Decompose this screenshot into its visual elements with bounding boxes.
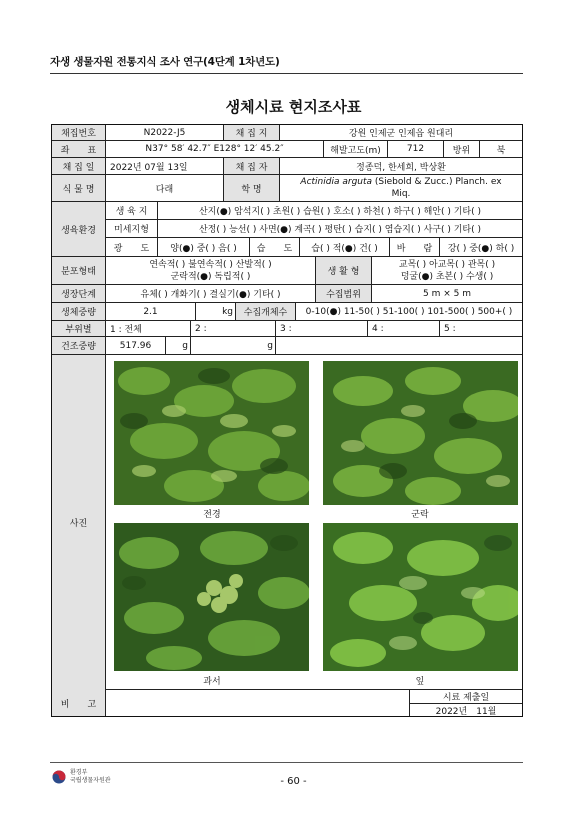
part-2: 2 :	[191, 321, 276, 336]
distribution-line1: 연속적( ) 불연속적( ) 산발적( )	[149, 259, 272, 270]
row-dry-weight	[52, 337, 522, 355]
row-plant-name	[52, 175, 522, 202]
org-name: 국립생물자원관	[70, 777, 111, 784]
photo-leaf	[323, 523, 518, 671]
row-parts	[52, 321, 522, 337]
label-photos: 사진	[52, 355, 106, 690]
humidity: 습( ) 적(●) 건( )	[300, 238, 390, 256]
wind: 강( ) 중(●) 하( )	[447, 243, 515, 254]
fresh-weight: 2.1	[106, 303, 196, 320]
fresh-weight-unit: kg	[196, 303, 236, 320]
scientific-author-line2: Miq.	[391, 189, 411, 199]
caption-landscape: 전경	[203, 510, 221, 520]
label-fresh-weight: 생체중량	[52, 303, 106, 320]
label-collection-site: 채 집 지	[224, 125, 280, 140]
microtopography: 산정( ) 능선( ) 사면(●) 계곡( ) 평탄( ) 습지( ) 염습지( ) 사구( ) 기타( )	[198, 225, 482, 235]
label-collection-date: 채 집 일	[52, 158, 106, 174]
collection-number: N2022-J5	[106, 125, 224, 140]
row-notes	[52, 690, 522, 716]
label-dry-weight: 건조중량	[52, 337, 106, 354]
label-light: 광 도	[106, 238, 158, 256]
label-submission-date: 시료 제출일	[410, 690, 522, 704]
plant-name: 다래	[106, 175, 224, 201]
row-distribution	[52, 257, 522, 285]
row-coordinates	[52, 141, 522, 158]
caption-fruit: 과서	[203, 677, 221, 687]
foliage-image	[323, 361, 518, 505]
photo-fruit	[114, 523, 309, 671]
footer-rule	[50, 762, 523, 763]
row-photos	[52, 355, 522, 690]
photo-landscape	[114, 361, 309, 505]
org-ministry: 환경부	[70, 769, 88, 776]
caption-leaf: 잎	[415, 677, 425, 687]
scientific-author: (Siebold & Zucc.) Planch. ex	[374, 177, 502, 187]
label-habitat-type: 생 육 지	[106, 202, 158, 219]
collection-date: 2022년 07월 13일	[106, 158, 224, 174]
foliage-image	[114, 361, 309, 505]
distribution-line2: 군락적(●) 독립적( )	[170, 271, 251, 282]
growth-stage: 유체( ) 개화기( ) 결실기(●) 기타( )	[106, 285, 316, 302]
aspect: 북	[496, 145, 506, 156]
page-title: 생체시료 현지조사표	[225, 98, 362, 116]
submission-date: 2022년 11월	[435, 706, 497, 716]
label-distribution: 분포형태	[52, 257, 106, 284]
survey-form	[51, 124, 523, 717]
habitat-type: 산지(●) 암석지( ) 초원( ) 습원( ) 호소( ) 하천( ) 하구( ) 해안( ) 기타( )	[198, 207, 482, 217]
label-humidity: 습 도	[250, 238, 300, 256]
scientific-name	[280, 175, 522, 201]
specimen-count: 0-10(●) 11-50( ) 51-100( ) 101-500( ) 500+( )	[305, 306, 513, 317]
label-microtopography: 미세지형	[106, 220, 158, 237]
part-3: 3 :	[276, 321, 368, 336]
notes-value	[106, 690, 410, 716]
life-form-line2: 덩굴(●) 초본( ) 수생( )	[400, 271, 494, 282]
label-notes: 비 고	[52, 690, 106, 716]
part-4: 4 :	[368, 321, 440, 336]
dry-weight: 517.96	[106, 337, 166, 354]
row-growth-stage	[52, 285, 522, 303]
label-aspect: 방위	[444, 141, 480, 157]
dry-weight-empty	[276, 337, 522, 354]
part-1: 1 : 전체	[106, 321, 191, 336]
label-coordinates: 좌 표	[52, 141, 106, 157]
row-collection-number	[52, 125, 522, 141]
photo-area	[106, 355, 522, 690]
label-growth-stage: 생장단계	[52, 285, 106, 302]
row-collection-date	[52, 158, 522, 175]
page-number: - 60 -	[280, 776, 307, 787]
label-altitude: 해발고도(m)	[324, 141, 388, 157]
label-habitat: 생육환경	[52, 202, 106, 256]
scientific-genus-species: Actinidia arguta	[300, 177, 373, 187]
dry-weight-unit-1: g	[166, 337, 191, 354]
submission-block	[410, 690, 522, 716]
label-parts: 부위별	[52, 321, 106, 336]
collection-site: 강원 인제군 인제읍 원대리	[348, 129, 454, 139]
label-collection-range: 수집범위	[316, 285, 372, 302]
caption-colony: 군락	[411, 510, 429, 520]
label-collectors: 채 집 자	[224, 158, 280, 174]
collection-range: 5 m × 5 m	[423, 288, 471, 299]
fruit-image	[114, 523, 309, 671]
label-plant-name: 식 물 명	[52, 175, 106, 201]
label-wind: 바 람	[390, 238, 440, 256]
light: 양(●) 중( ) 음( )	[158, 238, 250, 256]
photo-colony	[323, 361, 518, 505]
part-5: 5 :	[444, 323, 456, 334]
distribution	[106, 257, 316, 284]
row-fresh-weight	[52, 303, 522, 321]
life-form	[372, 257, 522, 284]
dry-weight-unit-2: g	[191, 337, 276, 354]
label-specimen-count: 수집개체수	[236, 303, 296, 320]
collectors: 정종덕, 한세희, 박상환	[356, 162, 446, 173]
header-rule	[50, 73, 523, 74]
coordinates: N37° 58′ 42.7″ E128° 12′ 45.2″	[106, 141, 324, 157]
running-header: 자생 생물자원 전통지식 조사 연구(4단계 1차년도)	[50, 56, 280, 68]
life-form-line1: 교목( ) 아교목( ) 관목( )	[398, 259, 496, 270]
habitat-block	[52, 202, 522, 257]
altitude: 712	[388, 141, 444, 157]
label-scientific-name: 학 명	[224, 175, 280, 201]
label-life-form: 생 활 형	[316, 257, 372, 284]
label-collection-number: 채집번호	[52, 125, 106, 140]
leaf-image	[323, 523, 518, 671]
